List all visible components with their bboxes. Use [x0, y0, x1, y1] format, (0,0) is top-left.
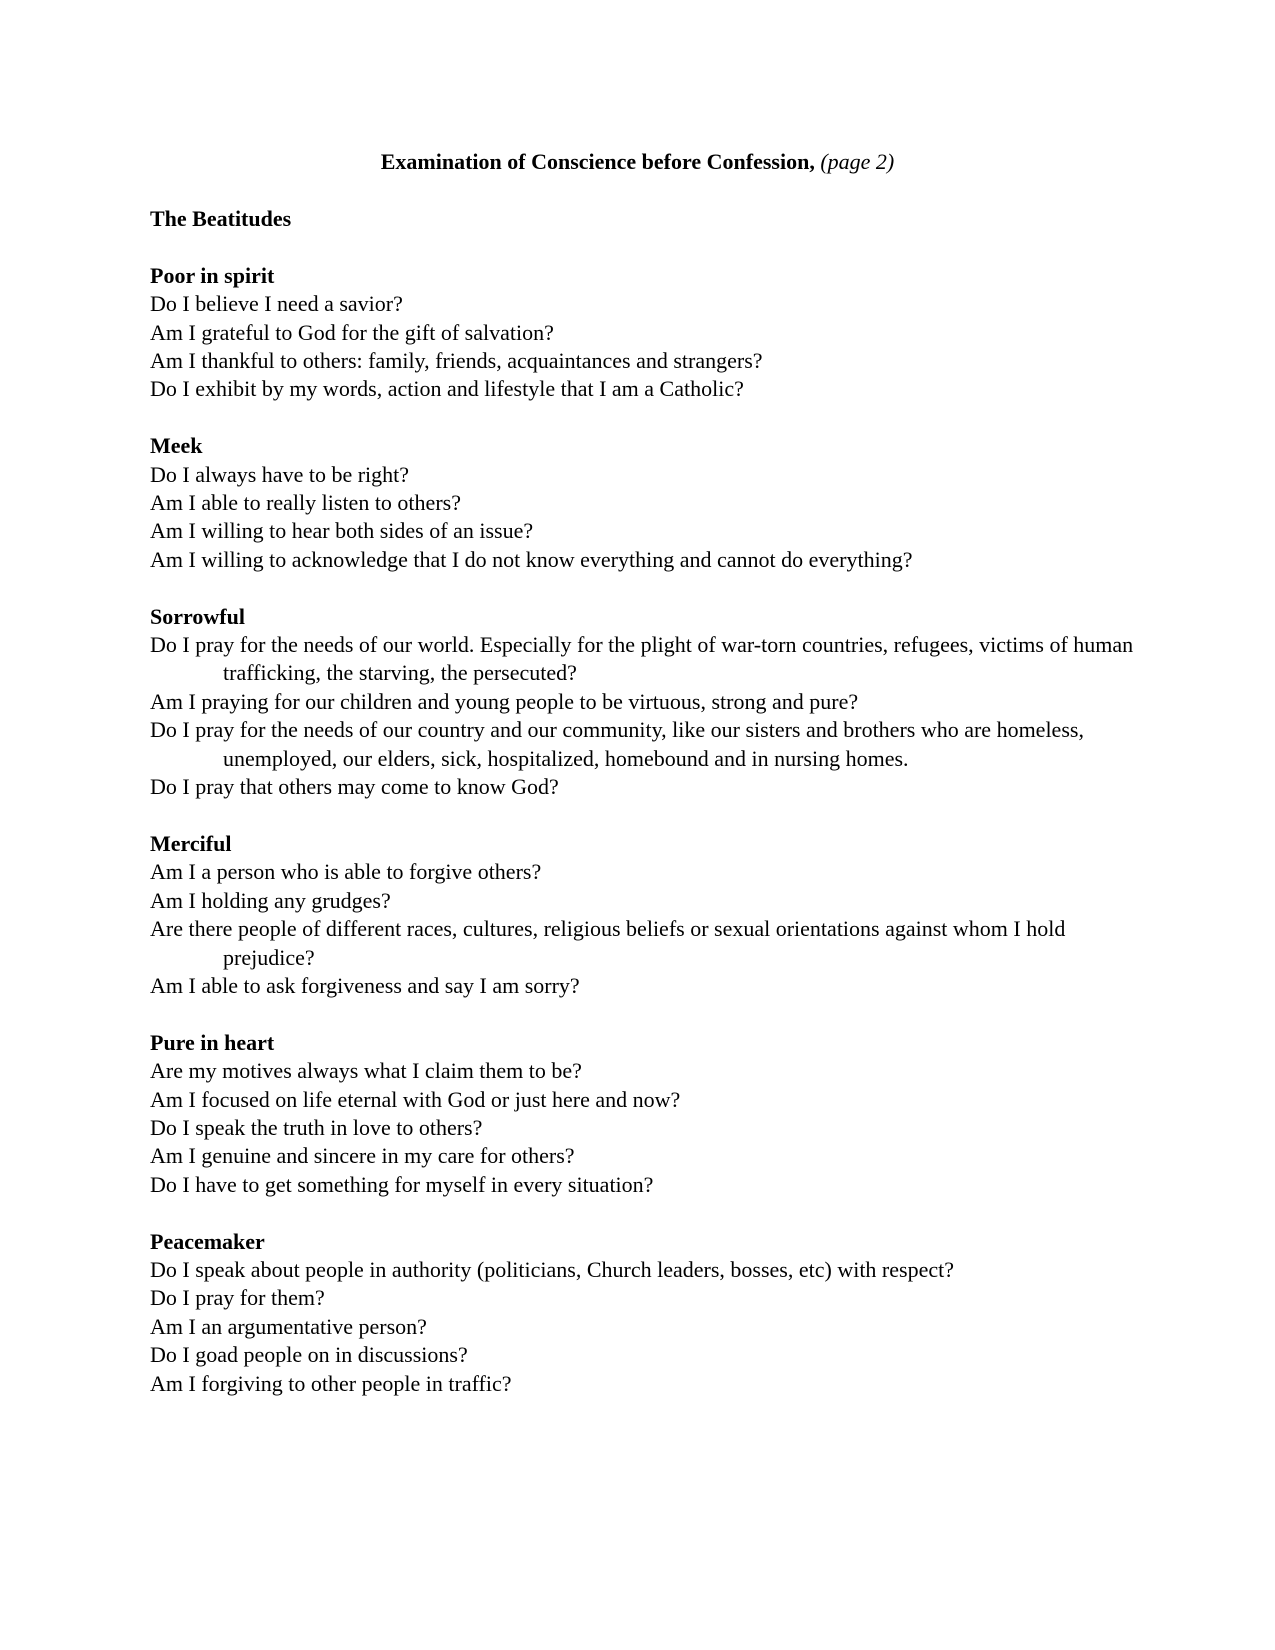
group-heading: Pure in heart [150, 1029, 275, 1055]
question-item: Are there people of different races, cultures, religious beliefs or sexual orientations against whom I hold prejudice? [150, 916, 1066, 970]
page-title [0, 148, 1275, 176]
question-item: Am I thankful to others: family, friends, acquaintances and strangers? [150, 348, 763, 374]
question-item: Am I able to ask forgiveness and say I am sorry? [150, 972, 580, 998]
group-heading: Meek [150, 433, 203, 459]
beatitude-group-merciful [150, 830, 1150, 1000]
question-item: Are my motives always what I claim them to be? [150, 1058, 582, 1084]
question-item: Do I goad people on in discussions? [150, 1342, 468, 1368]
beatitude-group-poor-in-spirit [150, 262, 1150, 404]
group-heading: Poor in spirit [150, 262, 275, 288]
page-title-page-number: (page 2) [820, 149, 895, 174]
section-title: The Beatitudes [150, 206, 292, 231]
question-item: Do I pray for them? [150, 1285, 325, 1311]
question-item: Am I focused on life eternal with God or just here and now? [150, 1086, 681, 1112]
question-item: Do I believe I need a savior? [150, 291, 403, 317]
question-item: Do I speak the truth in love to others? [150, 1114, 483, 1140]
question-item: Am I a person who is able to forgive others? [150, 859, 542, 885]
question-item: Do I exhibit by my words, action and lifestyle that I am a Catholic? [150, 376, 744, 402]
question-item: Am I forgiving to other people in traffic? [150, 1370, 512, 1396]
question-item: Am I willing to hear both sides of an issue? [150, 518, 534, 544]
question-item: Am I grateful to God for the gift of salvation? [150, 319, 554, 345]
question-item: Do I pray for the needs of our world. Especially for the plight of war-torn countries, refugees, victims of human trafficking, the starving, the persecuted? [150, 632, 1134, 686]
question-item: Am I an argumentative person? [150, 1313, 427, 1339]
beatitude-group-meek [150, 432, 1150, 574]
question-item: Am I genuine and sincere in my care for others? [150, 1143, 575, 1169]
question-item: Do I speak about people in authority (politicians, Church leaders, bosses, etc) with respect? [150, 1256, 954, 1282]
beatitude-group-pure-in-heart [150, 1029, 1150, 1199]
question-item: Do I have to get something for myself in every situation? [150, 1171, 654, 1197]
beatitude-group-sorrowful [150, 603, 1150, 802]
document-content [150, 205, 1150, 1426]
question-item: Am I holding any grudges? [150, 887, 391, 913]
question-item: Do I pray for the needs of our country and our community, like our sisters and brothers who are homeless, unemployed, our elders, sick, hospitalized, homebound and in nursing homes. [150, 717, 1084, 771]
beatitude-group-peacemaker [150, 1228, 1150, 1398]
question-item: Do I always have to be right? [150, 461, 410, 487]
question-item: Do I pray that others may come to know God? [150, 774, 559, 800]
page-title-main: Examination of Conscience before Confession, [380, 149, 815, 174]
group-heading: Peacemaker [150, 1228, 265, 1254]
question-item: Am I willing to acknowledge that I do not know everything and cannot do everything? [150, 546, 913, 572]
question-item: Am I able to really listen to others? [150, 490, 461, 516]
group-heading: Sorrowful [150, 603, 245, 629]
group-heading: Merciful [150, 830, 232, 856]
question-item: Am I praying for our children and young people to be virtuous, strong and pure? [150, 688, 859, 714]
